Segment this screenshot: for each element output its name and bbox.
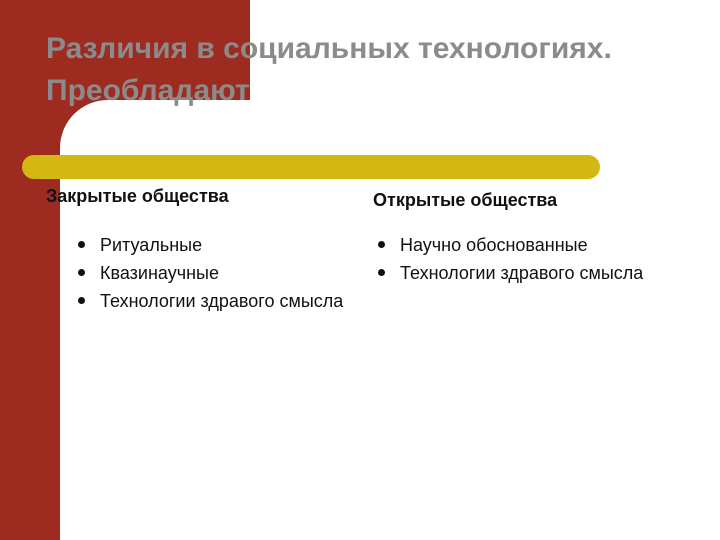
right-bullet-list [374,232,674,288]
list-item: Технологии здравого смысла [74,288,344,314]
list-item: Квазинаучные [74,260,344,286]
right-column-heading: Открытые общества [373,190,558,210]
list-item: Научно обоснованные [374,232,674,258]
left-column-heading: Закрытые общества [46,186,229,206]
slide-title: Различия в социальных технологиях. Преобладают [46,32,612,107]
list-item: Технологии здравого смысла [374,260,674,286]
list-item: Ритуальные [74,232,344,258]
decorative-gold-bar [22,155,600,179]
left-bullet-list [74,232,344,316]
